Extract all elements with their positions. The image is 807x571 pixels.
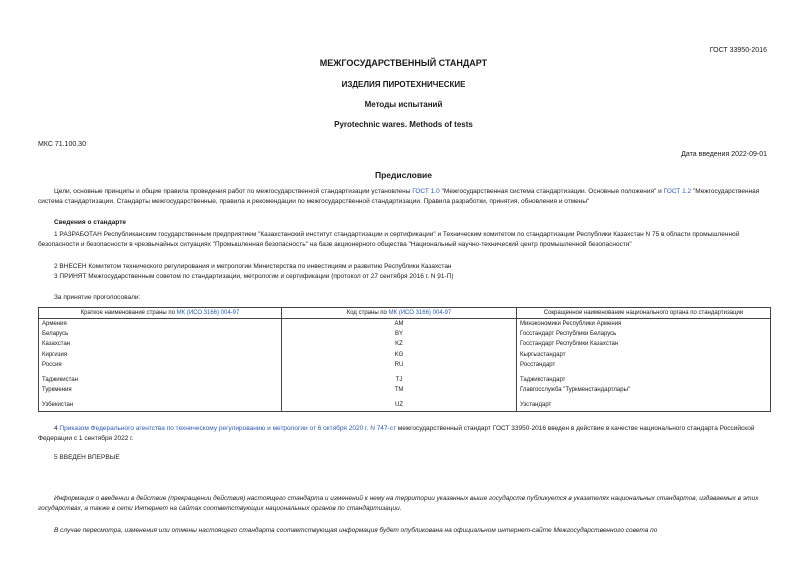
country-name: Казахстан xyxy=(39,339,282,349)
table-row xyxy=(39,385,771,395)
national-body: Таджикстандарт xyxy=(517,375,771,385)
preface-text-b: "Межгосударственная система стандартизации. Основные положения" и xyxy=(439,188,664,195)
header-national-body: Сокращенное наименование национального органа по стандартизации xyxy=(517,308,771,319)
preface-text-a: Цели, основные принципы и общие правила проведения работ по межгосударственной стандартизации установлены xyxy=(54,188,413,195)
countries-table xyxy=(38,307,771,412)
mk-iso-link[interactable]: МК (ИСО 3166) 004-97 xyxy=(176,310,240,316)
table-header-row xyxy=(39,308,771,319)
national-body: Госстандарт Республики Казахстан xyxy=(517,339,771,349)
standard-title: МЕЖГОСУДАРСТВЕННЫЙ СТАНДАРТ xyxy=(319,58,488,68)
english-title: Pyrotechnic wares. Methods of tests xyxy=(334,120,473,129)
header-country-name: Краткое наименование страны по МК (ИСО 3166) 004-97 xyxy=(39,308,282,319)
item-4-text: межгосударственный стандарт ГОСТ 33950-2016 введен в действие в качестве национального стандарта Российской Федерации с 1 сентября 2022 г. xyxy=(38,425,755,442)
info-note: Информация о введении в действие (прекращении действия) настоящего стандарта и изменений к нему на территории указанных выше государств публикуется в указателях национальных стандартов, издаваемых в этих государствах, а также в сети Интернет на сайтах соответствующих национальных органов по стандартизации. xyxy=(38,495,759,512)
country-name: Таджикистан xyxy=(39,375,282,385)
country-name: Туркмения xyxy=(39,385,282,395)
gost-1-0-link[interactable]: ГОСТ 1.0 xyxy=(412,188,440,195)
revision-note: В случае пересмотра, изменения или отмены настоящего стандарта соответствующая информация будет опубликована на официальном интернет-сайте Межгосударственного совета по xyxy=(54,527,658,534)
info-heading: Сведения о стандарте xyxy=(54,219,127,226)
gost-1-2-link[interactable]: ГОСТ 1.2 xyxy=(663,188,692,195)
country-name: Россия xyxy=(39,360,282,370)
item-2: 2 ВНЕСЕН Комитетом технического регулирования и метрологии Министерства по инвестициям и развитию Республики Казахстан xyxy=(54,263,452,270)
country-name: Узбекистан xyxy=(39,400,282,411)
country-name: Беларусь xyxy=(39,329,282,339)
national-body: Узстандарт xyxy=(517,400,771,411)
table-row xyxy=(39,350,771,360)
mk-iso-link[interactable]: МК (ИСО 3166) 004-97 xyxy=(388,310,452,316)
country-code: KZ xyxy=(282,339,517,349)
preface-heading: Предисловие xyxy=(374,170,433,180)
country-code: RU xyxy=(282,360,517,370)
national-body: Главгосслужба "Туркменстандартлары" xyxy=(517,385,771,395)
country-code: TJ xyxy=(282,375,517,385)
item-3: 3 ПРИНЯТ Межгосударственным советом по стандартизации, метрологии и сертификации (протокол от 27 сентября 2016 г. N 91-П) xyxy=(54,273,454,280)
preface-paragraph xyxy=(38,187,770,207)
country-code: UZ xyxy=(282,400,517,411)
header-country-code: Код страны по МК (ИСО 3166) 004-97 xyxy=(282,308,517,319)
mks-code: МКС 71.100.30 xyxy=(38,141,86,148)
country-code: KG xyxy=(282,350,517,360)
preface-text-c: "Межгосударственная система стандартизации. Стандарты межгосударственные, правила и рекомендации по межгосударственной стандартизации. Правила разработки, принятия, обновления и отмены" xyxy=(38,188,760,205)
item-1: 1 РАЗРАБОТАН Республиканским государственным предприятием "Казахстанский институт стандартизации и сертификации" и Техническим комитетом по стандартизации Республики Казахстан N 75 в области промышленной безопасности и безопасности в чрезвычайных ситуациях "Промышленная безопасность" на базе акционерного общества "Национальный научно-технический центр промышленной безопасности" xyxy=(38,231,740,248)
country-name: Киргизия xyxy=(39,350,282,360)
table-row xyxy=(39,339,771,349)
country-code: TM xyxy=(282,385,517,395)
table-row xyxy=(39,375,771,385)
methods-title: Методы испытаний xyxy=(364,100,443,109)
item-4 xyxy=(38,424,770,444)
order-link[interactable]: Приказом Федерального агентства по техническому регулированию и метрологии от 6 октября 2020 г. N 747-ст xyxy=(59,425,396,432)
country-code: BY xyxy=(282,329,517,339)
table-row xyxy=(39,360,771,370)
national-body: Росстандарт xyxy=(517,360,771,370)
country-code: AM xyxy=(282,319,517,330)
standard-subtitle: ИЗДЕЛИЯ ПИРОТЕХНИЧЕСКИЕ xyxy=(341,80,466,89)
country-name: Армения xyxy=(39,319,282,330)
item-4-number: 4 xyxy=(54,425,60,432)
voted-label: За принятие проголосовали: xyxy=(54,294,141,301)
national-body: Кыргызстандарт xyxy=(517,350,771,360)
national-body: Минэкономики Республики Армения xyxy=(517,319,771,330)
table-row xyxy=(39,400,771,411)
document-id: ГОСТ 33950-2016 xyxy=(709,47,767,54)
table-row xyxy=(39,329,771,339)
item-5: 5 ВВЕДЕН ВПЕРВЫЕ xyxy=(54,454,120,461)
effective-date: Дата введения 2022-09-01 xyxy=(681,151,767,158)
national-body: Госстандарт Республики Беларусь xyxy=(517,329,771,339)
table-row xyxy=(39,319,771,330)
